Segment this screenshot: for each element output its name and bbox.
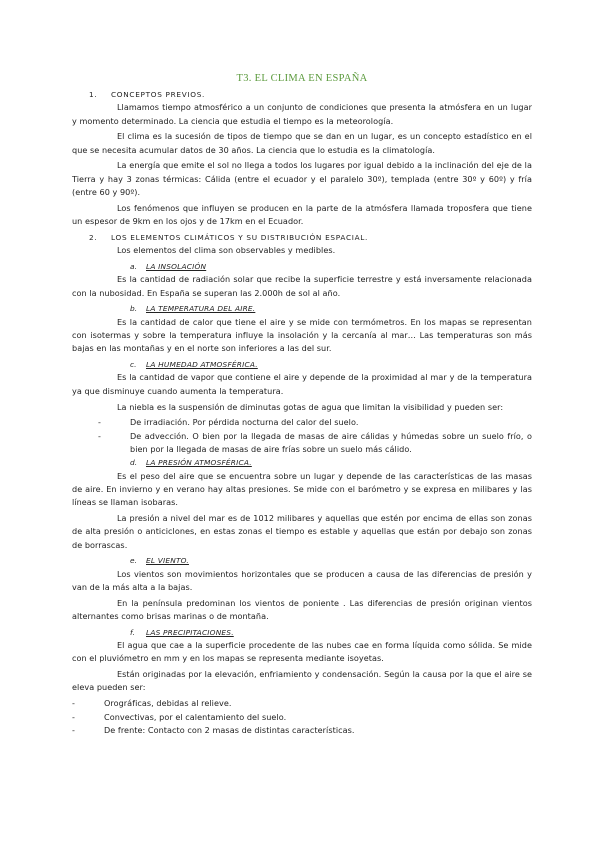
subsection-title: EL VIENTO.: [146, 556, 189, 566]
subsection-title: LA INSOLACIÓN: [146, 262, 207, 272]
fog-types-list: [72, 416, 532, 456]
subsection-title: LA PRESIÓN ATMOSFÉRICA.: [146, 458, 252, 468]
paragraph: La presión a nivel del mar es de 1012 milibares y aquellas que estén por encima de ellas son zonas de alta presión o anticiclones, en estas zonas el tiempo es estable y aquellas que están por debajo son zonas de borrascas.: [72, 512, 532, 550]
subsection-letter: e.: [130, 556, 137, 566]
paragraph: La niebla es la suspensión de diminutas gotas de agua que limitan la visibilidad y pueden ser:: [117, 401, 504, 412]
paragraph: Los vientos son movimientos horizontales que se producen a causa de las diferencias de presión y van de la más alta a la bajas.: [72, 568, 532, 592]
paragraph: Los fenómenos que influyen se producen en la parte de la atmósfera llamada troposfera que tiene un espesor de 9km en los ojos y de 17km en el Ecuador.: [72, 202, 532, 227]
subsection-letter: b.: [130, 304, 138, 314]
subsection-title: LA TEMPERATURA DEL AIRE.: [146, 304, 256, 314]
paragraph: La energía que emite el sol no llega a todos los lugares por igual debido a la inclinación del eje de la Tierra y hay 3 zonas térmicas: Cálida (entre el ecuador y el paralelo 30º), templada (entre 30º y 60º) y fría (entre 60 y 90º).: [72, 160, 532, 198]
dash-bullet-icon: -: [72, 711, 75, 722]
paragraph: Están originadas por la elevación, enfriamiento y condensación. Según la causa por la que el aire se eleva pueden ser:: [72, 669, 532, 693]
paragraph: Es la cantidad de vapor que contiene el aire y depende de la proximidad al mar y de la temperatura ya que disminuye cuando aumenta la temperatura.: [72, 372, 532, 396]
subsection-letter: f.: [130, 627, 135, 637]
subsection-heading-c: [130, 358, 532, 371]
subsection-heading-e: [130, 554, 532, 567]
dash-bullet-icon: -: [98, 430, 101, 441]
section-heading-text: LOS ELEMENTOS CLIMÁTICOS Y SU DISTRIBUCIÓN ESPACIAL.: [111, 232, 369, 242]
paragraph: En la península predominan los vientos de poniente . Las diferencias de presión originan vientos alternantes como brisas marinas o de montaña.: [72, 597, 532, 621]
section-heading-text: CONCEPTOS PREVIOS.: [111, 90, 206, 99]
list-item: - De irradiación. Por pérdida nocturna del calor del suelo.: [98, 416, 532, 429]
section-heading-1: [89, 88, 532, 101]
paragraph: Es la cantidad de radiación solar que recibe la superficie terrestre y está inversamente relacionada con la nubosidad. En España se superan las 2.000h de sol al año.: [72, 274, 532, 298]
page-title: T3. EL CLIMA EN ESPAÑA: [236, 73, 368, 84]
subsection-letter: a.: [130, 262, 137, 272]
paragraph: Los elementos del clima son observables y medibles.: [117, 245, 336, 256]
paragraph: Es la cantidad de calor que tiene el aire y se mide con termómetros. En los mapas se representan con isotermas y sobre la temperatura influye la insolación y la cercanía al mar… Las temperaturas son más bajas en las montañas y en el norte son inferiores a las del sur.: [72, 316, 532, 354]
dash-bullet-icon: -: [98, 417, 101, 428]
dash-bullet-icon: -: [72, 698, 75, 709]
dash-bullet-icon: -: [72, 724, 75, 735]
subsection-heading-f: [130, 626, 532, 639]
paragraph: El clima es la sucesión de tipos de tiempo que se dan en un lugar, es un concepto estadístico en el que se necesita acumular datos de 30 años. La ciencia que lo estudia es la climatología.: [72, 131, 532, 155]
list-item: - Convectivas, por el calentamiento del suelo.: [72, 711, 532, 724]
subsection-letter: d.: [130, 458, 138, 468]
subsection-heading-d: [130, 456, 532, 469]
precipitation-types-list: [72, 697, 532, 737]
list-item: - Orográficas, debidas al relieve.: [72, 697, 532, 710]
subsection-heading-b: [130, 302, 532, 315]
section-number: 2.: [89, 232, 98, 242]
paragraph: El agua que cae a la superficie procedente de las nubes cae en forma líquida como sólida. Se mide con el pluviómetro en mm y en los mapas se representa mediante isoyetas.: [72, 640, 532, 664]
section-heading-2: [89, 231, 532, 244]
list-item: - De frente: Contacto con 2 masas de distintas características.: [72, 724, 532, 737]
section-number: 1.: [89, 90, 98, 99]
paragraph: Es el peso del aire que se encuentra sobre un lugar y depende de las características de las masas de aire. En invierno y en verano hay altas presiones. Se mide con el barómetro y se expresa en milibares y las líneas se llaman isobaras.: [72, 470, 532, 508]
subsection-title: LA HUMEDAD ATMOSFÉRICA.: [146, 360, 258, 370]
subsection-title: LAS PRECIPITACIONES.: [146, 627, 234, 637]
list-item: - De advección. O bien por la llegada de masas de aire cálidas y húmedas sobre un suelo frío, o bien por la llegada de masas de aire frías sobre un suelo más cálido.: [98, 430, 532, 454]
subsection-heading-a: [130, 260, 532, 273]
subsection-letter: c.: [130, 360, 137, 370]
paragraph: Llamamos tiempo atmosférico a un conjunto de condiciones que presenta la atmósfera en un lugar y momento determinado. La ciencia que estudia el tiempo es la meteorología.: [72, 102, 532, 126]
